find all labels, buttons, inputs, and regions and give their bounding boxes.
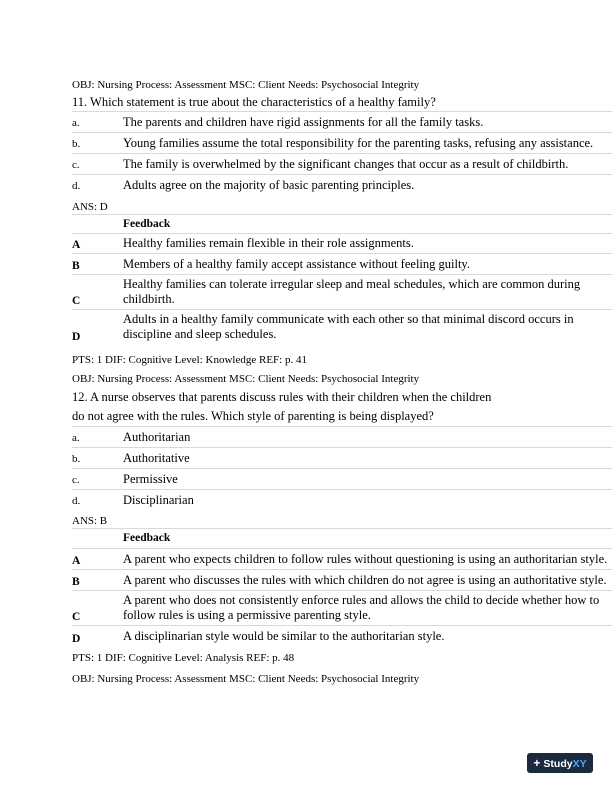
option-label: c. (72, 469, 123, 490)
feedback-label: C (72, 591, 123, 626)
feedback-label: A (72, 234, 123, 254)
option-text: Authoritative (123, 448, 612, 469)
studyxy-badge[interactable] (527, 753, 593, 773)
option-label: b. (72, 448, 123, 469)
feedback-header-row (72, 215, 612, 234)
feedback-label: C (72, 275, 123, 310)
feedback-header-row (72, 529, 612, 549)
option-row (72, 469, 612, 490)
feedback-text: A parent who discusses the rules with which children do not agree is using an authoritative style. (123, 570, 612, 591)
question-11-options (72, 111, 612, 196)
option-text: The family is overwhelmed by the significant changes that occur as a result of childbirth. (123, 154, 612, 175)
option-label: a. (72, 427, 123, 448)
question-12-text-line1: 12. A nurse observes that parents discuss rules with their children when the children (72, 390, 492, 404)
brand-suffix: XY (572, 758, 587, 770)
feedback-text-line: A parent who does not consistently enforce rules and allows the child to decide whether how to (123, 593, 600, 607)
feedback-row (72, 254, 612, 275)
option-label: a. (72, 112, 123, 133)
objective-line: OBJ: Nursing Process: Assessment MSC: Client Needs: Psychosocial Integrity (72, 79, 420, 91)
question-11-feedback (72, 214, 612, 345)
points-line-12: PTS: 1 DIF: Cognitive Level: Analysis REF: p. 48 (72, 652, 295, 664)
feedback-text: Healthy families remain flexible in their role assignments. (123, 234, 612, 254)
option-text: Authoritarian (123, 427, 612, 448)
brand-prefix: Study (543, 758, 573, 770)
option-label: d. (72, 175, 123, 196)
points-line-11: PTS: 1 DIF: Cognitive Level: Knowledge REF: p. 41 (72, 354, 307, 366)
feedback-row (72, 310, 612, 345)
feedback-label: A (72, 549, 123, 570)
question-12-options (72, 426, 612, 511)
answer-11: ANS: D (72, 201, 108, 213)
feedback-row (72, 570, 612, 591)
plus-icon: + (533, 756, 541, 770)
option-text: Adults agree on the majority of basic parenting principles. (123, 175, 612, 196)
option-row (72, 154, 612, 175)
feedback-text-line: discipline and sleep schedules. (123, 327, 277, 342)
feedback-label: B (72, 254, 123, 275)
option-text: Permissive (123, 469, 612, 490)
option-row (72, 490, 612, 511)
option-label: c. (72, 154, 123, 175)
option-row (72, 175, 612, 196)
feedback-text-line: Healthy families can tolerate irregular sleep and meal schedules, which are common during (123, 277, 581, 291)
feedback-label: B (72, 570, 123, 591)
feedback-row (72, 275, 612, 310)
answer-12: ANS: B (72, 515, 108, 527)
feedback-row (72, 591, 612, 626)
feedback-text-line: Adults in a healthy family communicate with each other so that minimal discord occurs in (123, 312, 574, 327)
option-row (72, 448, 612, 469)
question-12-text-line2: do not agree with the rules. Which style of parenting is being displayed? (72, 409, 434, 423)
option-row (72, 133, 612, 154)
feedback-text: Members of a healthy family accept assistance without feeling guilty. (123, 254, 612, 275)
feedback-row (72, 626, 612, 647)
option-row (72, 112, 612, 133)
feedback-header: Feedback (123, 215, 612, 234)
option-text: Young families assume the total responsibility for the parenting tasks, refusing any assistance. (123, 133, 612, 154)
option-row (72, 427, 612, 448)
question-12-feedback (72, 528, 612, 647)
objective-line-12: OBJ: Nursing Process: Assessment MSC: Client Needs: Psychosocial Integrity (72, 673, 420, 685)
feedback-text-line: childbirth. (123, 292, 175, 306)
option-text: The parents and children have rigid assignments for all the family tasks. (123, 112, 612, 133)
question-11-text: 11. Which statement is true about the characteristics of a healthy family? (72, 95, 436, 109)
feedback-row (72, 549, 612, 570)
option-label: b. (72, 133, 123, 154)
feedback-text: A disciplinarian style would be similar to the authoritarian style. (123, 626, 612, 647)
feedback-text: A parent who expects children to follow rules without questioning is using an authoritarian style. (123, 549, 612, 570)
objective-line-11: OBJ: Nursing Process: Assessment MSC: Client Needs: Psychosocial Integrity (72, 373, 420, 385)
option-label: d. (72, 490, 123, 511)
option-text: Disciplinarian (123, 490, 612, 511)
feedback-label: D (72, 310, 123, 345)
feedback-label: D (72, 626, 123, 647)
feedback-header: Feedback (123, 529, 612, 549)
feedback-row (72, 234, 612, 254)
feedback-text-line: follow rules is using a permissive parenting style. (123, 608, 371, 622)
